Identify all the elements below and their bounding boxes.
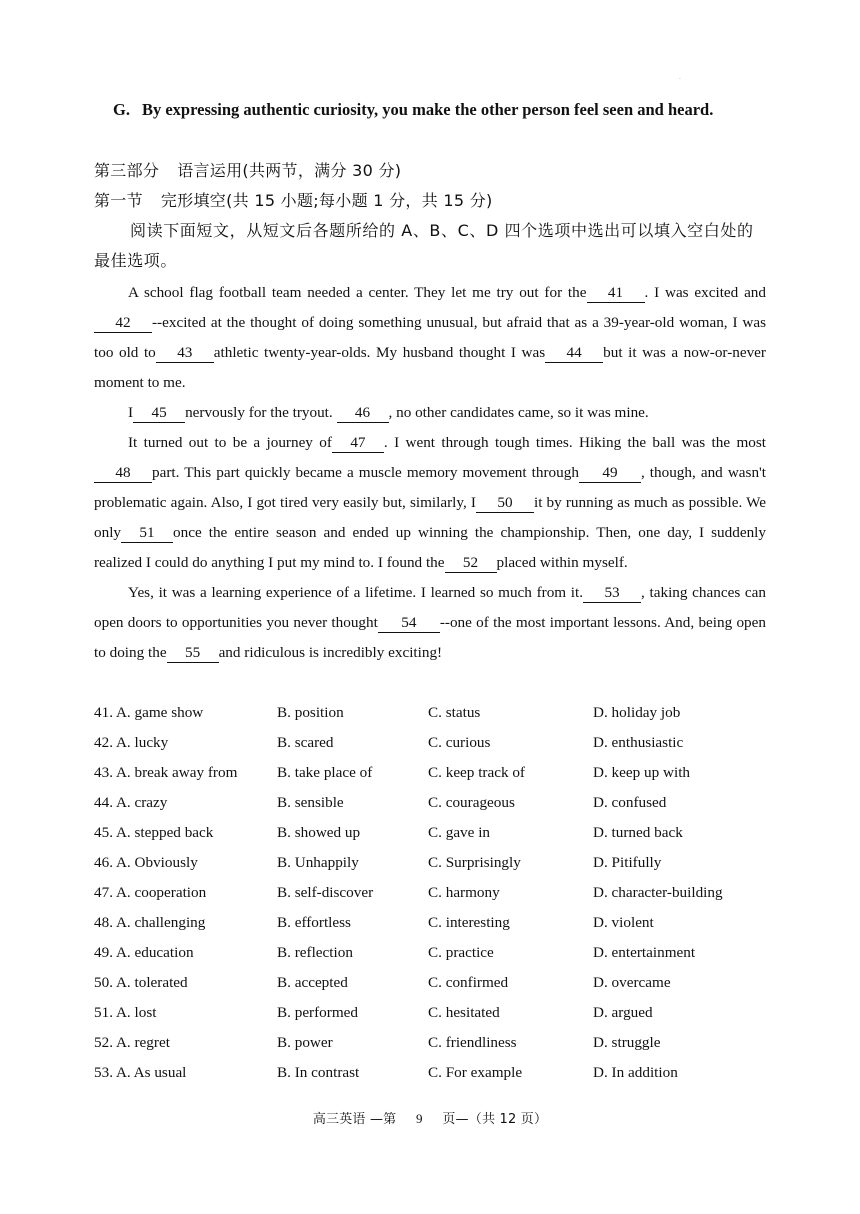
passage-text: it by running as much as possible. We only xyxy=(94,494,766,541)
option-d: D. struggle xyxy=(593,1034,661,1051)
blank-48: 48 xyxy=(94,463,152,483)
option-a: 52. A. regret xyxy=(94,1034,170,1051)
question-row xyxy=(94,938,774,968)
option-d: D. enthusiastic xyxy=(593,734,684,751)
paragraph-4 xyxy=(94,578,766,668)
question-row xyxy=(94,758,774,788)
subsection-desc: 完形填空(共 15 小题;每小题 1 分，共 15 分) xyxy=(160,191,493,210)
blank-46: 46 xyxy=(337,403,389,423)
blank-53: 53 xyxy=(583,583,641,603)
option-c: C. status xyxy=(428,704,481,721)
option-a: 47. A. cooperation xyxy=(94,884,207,901)
blank-45: 45 xyxy=(133,403,185,423)
option-c: C. interesting xyxy=(428,914,510,931)
part-heading xyxy=(94,158,401,181)
blank-47: 47 xyxy=(332,433,384,453)
passage-text: I xyxy=(128,404,134,421)
passage-text: Yes, it was a learning experience of a lifetime. I learned so much from it. xyxy=(128,584,584,601)
option-b: B. effortless xyxy=(277,914,351,931)
page-footer xyxy=(0,1108,860,1127)
option-a: 46. A. Obviously xyxy=(94,854,198,871)
passage-text: It turned out to be a journey of xyxy=(128,434,332,451)
blank-52: 52 xyxy=(445,553,497,573)
option-c: C. curious xyxy=(428,734,491,751)
option-d: D. In addition xyxy=(593,1064,678,1081)
option-d: D. argued xyxy=(593,1004,653,1021)
option-a: 42. A. lucky xyxy=(94,734,169,751)
option-a: 49. A. education xyxy=(94,944,194,961)
option-c: C. confirmed xyxy=(428,974,509,991)
blank-50: 50 xyxy=(476,493,534,513)
option-b: B. scared xyxy=(277,734,334,751)
option-d: D. Pitifully xyxy=(593,854,662,871)
subsection-title: 第一节 xyxy=(94,191,143,210)
option-g-text: By expressing authentic curiosity, you make the other person feel seen and heard. xyxy=(141,100,714,119)
option-a: 51. A. lost xyxy=(94,1004,157,1021)
passage-text: . I was excited and xyxy=(644,284,766,301)
option-d: D. keep up with xyxy=(593,764,691,781)
question-row xyxy=(94,848,774,878)
question-row xyxy=(94,998,774,1028)
option-c: C. harmony xyxy=(428,884,500,901)
part-title: 第三部分 xyxy=(94,161,160,180)
option-b: B. accepted xyxy=(277,974,348,991)
option-b: B. reflection xyxy=(277,944,353,961)
passage-text: nervously for the tryout. xyxy=(185,404,333,421)
option-b: B. power xyxy=(277,1034,333,1051)
option-a: 53. A. As usual xyxy=(94,1064,187,1081)
option-d: D. holiday job xyxy=(593,704,681,721)
footer-right: 页—（共 12 页） xyxy=(442,1112,548,1127)
option-b: B. take place of xyxy=(277,764,373,781)
option-b: B. self-discover xyxy=(277,884,374,901)
question-row xyxy=(94,908,774,938)
option-c: C. For example xyxy=(428,1064,523,1081)
option-a: 48. A. challenging xyxy=(94,914,206,931)
option-d: D. character-building xyxy=(593,884,723,901)
option-c: C. keep track of xyxy=(428,764,525,781)
option-b: B. In contrast xyxy=(277,1064,360,1081)
option-b: B. showed up xyxy=(277,824,361,841)
option-c: C. practice xyxy=(428,944,494,961)
blank-55: 55 xyxy=(167,643,219,663)
passage-text: placed within myself. xyxy=(496,554,628,571)
passage-text: , no other candidates came, so it was mine. xyxy=(388,404,649,421)
option-c: C. friendliness xyxy=(428,1034,517,1051)
passage-text: . I went through tough times. Hiking the ball was the most xyxy=(383,434,766,451)
option-g-letter: G. xyxy=(113,100,130,119)
subsection-heading xyxy=(94,188,493,211)
option-a: 41. A. game show xyxy=(94,704,204,721)
passage-text: once the entire season and ended up winning the championship. Then, one day, I suddenly realized I could do anything I put my mind to. I found the xyxy=(94,524,766,571)
option-a: 43. A. break away from xyxy=(94,764,238,781)
paragraph-3 xyxy=(94,428,766,578)
paragraph-2 xyxy=(94,398,766,428)
passage-text: but it was a now-or-never moment to me. xyxy=(94,344,766,391)
option-c: C. hesitated xyxy=(428,1004,500,1021)
blank-51: 51 xyxy=(121,523,173,543)
page-number: 9 xyxy=(416,1111,423,1126)
option-g xyxy=(113,100,813,120)
option-a: 50. A. tolerated xyxy=(94,974,188,991)
paragraph-1 xyxy=(94,278,766,398)
cloze-passage xyxy=(94,278,766,668)
option-b: B. performed xyxy=(277,1004,358,1021)
question-row xyxy=(94,788,774,818)
blank-43: 43 xyxy=(156,343,214,363)
question-row xyxy=(94,698,774,728)
option-d: D. entertainment xyxy=(593,944,696,961)
part-desc: 语言运用(共两节，满分 30 分) xyxy=(177,161,402,180)
option-b: B. sensible xyxy=(277,794,344,811)
passage-text: --excited at the thought of doing something unusual, but afraid that as a 39-year-old woman, I was too old to xyxy=(94,314,766,361)
passage-text: , taking chances can open doors to opportunities you never thought xyxy=(94,584,766,631)
question-row xyxy=(94,878,774,908)
blank-42: 42 xyxy=(94,313,152,333)
options-list xyxy=(94,698,774,1088)
option-b: B. Unhappily xyxy=(277,854,359,871)
passage-text: part. This part quickly became a muscle memory movement through xyxy=(152,464,579,481)
option-c: C. gave in xyxy=(428,824,491,841)
passage-text: and ridiculous is incredibly exciting! xyxy=(218,644,443,661)
blank-49: 49 xyxy=(579,463,641,483)
option-d: D. turned back xyxy=(593,824,683,841)
blank-54: 54 xyxy=(378,613,440,633)
question-row xyxy=(94,1058,774,1088)
option-a: 45. A. stepped back xyxy=(94,824,214,841)
option-b: B. position xyxy=(277,704,344,721)
passage-text: A school flag football team needed a center. They let me try out for the xyxy=(128,284,587,301)
option-c: C. courageous xyxy=(428,794,515,811)
question-row xyxy=(94,1028,774,1058)
question-row xyxy=(94,968,774,998)
option-d: D. violent xyxy=(593,914,654,931)
blank-44: 44 xyxy=(545,343,603,363)
blank-41: 41 xyxy=(587,283,645,303)
passage-text: athletic twenty-year-olds. My husband thought I was xyxy=(213,344,546,361)
question-row xyxy=(94,818,774,848)
option-d: D. confused xyxy=(593,794,667,811)
passage-text: --one of the most important lessons. And, being open to doing the xyxy=(94,614,766,661)
option-d: D. overcame xyxy=(593,974,671,991)
question-row xyxy=(94,728,774,758)
option-a: 44. A. crazy xyxy=(94,794,168,811)
passage-text: , though, and wasn't problematic again. Also, I got tired very easily but, similarly, I xyxy=(94,464,766,511)
instructions-text: 阅读下面短文，从短文后各题所给的 A、B、C、D 四个选项中选出可以填入空白处的最佳选项。 xyxy=(94,221,754,270)
option-c: C. Surprisingly xyxy=(428,854,521,871)
footer-left: 高三英语 —第 xyxy=(312,1112,397,1127)
instructions xyxy=(94,216,766,276)
scan-mark: · xyxy=(679,76,681,83)
